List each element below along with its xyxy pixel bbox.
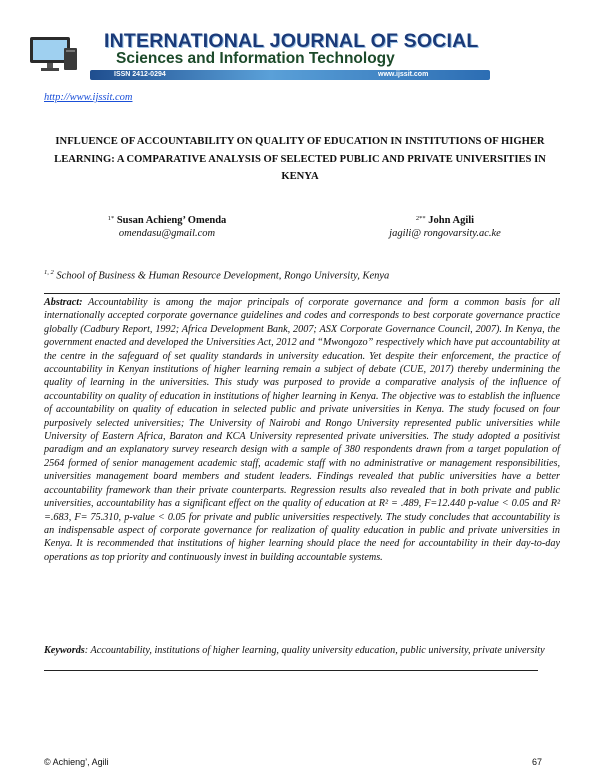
author-2-email[interactable]: jagili@ rongovarsity.ac.ke bbox=[389, 228, 501, 239]
computer-monitor-icon bbox=[28, 36, 78, 72]
paper-title: INFLUENCE OF ACCOUNTABILITY ON QUALITY OF EDUCATION IN INSTITUTIONS OF HIGHER LEARNING: A COMPARATIVE ANALYSIS OF SELECTED PUBLIC AND PRIVATE UNIVERSITIES IN KENYA bbox=[54, 136, 546, 182]
author-1-marker: 1* bbox=[107, 215, 115, 222]
journal-title: INTERNATIONAL JOURNAL OF SOCIAL bbox=[104, 30, 479, 52]
abstract bbox=[44, 296, 560, 564]
journal-website: www.ijssit.com bbox=[378, 71, 429, 78]
keywords-bottom-rule bbox=[44, 670, 538, 671]
affiliation-marker: 1, 2 bbox=[44, 269, 54, 276]
abstract-text: Accountability is among the major principals of corporate governance and form a common basis for all internationally accepted corporate governance guidelines and codes and corresponds to best corporate governance practice globally (Cadbury Report, 1992; Africa Development Bank, 2007; ASX Corporate Governance Council, 2007). In Kenya, the government enacted and developed the Universities Act, 2012 and “Mwongozo” respectively which have put accountability at the centre in the safeguard of set quality standards in university education. Yet despite their enforcement, the practice of accountability in Kenyan institutions of higher learning remain a subject of debate (CUE, 2017) thereby undermining the quality of learning in the universities. This study was purposed to provide a comparative analysis of the influence of accountability on quality of education in institutions of higher learning in Kenya. The objective was to establish the influence of accountability on quality of education in selected public and private universities in Kenya. The study focused on four purposively selected universities; The University of Nairobi and Rongo University represented public universities while University of Eastern Africa, Baraton and KCA University represented private universities. The study adopted a positivist paradigm and an explanatory survey research design with a sample of 380 respondents drawn from a target population of 2564 formed of senior management academic staff, academic staff with no administrative or management responsibilities, universities management board members and student leaders. Findings revealed that public universities have a better accountability framework than their private counterparts. Regression results also revealed that in both private and public universities, accountability has a significant effect on the quality of education at R² = .489, F=12.440 p-value < 0.05 and R² =.683, F= 75.310, p-value < 0.05 for private and public universities respectively. The study concludes that accountability is an indispensable aspect of corporate governance for realization of quality education in public and private universities in Kenya. It is recommended that institutions of higher learning should place the need for accountability in their day-to-day operations as top priority and continuously invest in building accountable systems. bbox=[44, 297, 560, 563]
keywords-text: : Accountability, institutions of higher learning, quality university education, public university, private university bbox=[84, 645, 545, 656]
page-number: 67 bbox=[532, 757, 543, 767]
author-2-marker: 2** bbox=[415, 215, 426, 222]
footer-copyright: © Achieng’, Agili bbox=[44, 757, 109, 767]
keywords-label: Keywords bbox=[44, 645, 85, 656]
author-1-name: Susan Achieng’ Omenda bbox=[116, 215, 227, 226]
journal-url-link[interactable]: http://www.ijssit.com bbox=[44, 92, 133, 103]
affiliation-text: School of Business & Human Resource Development, Rongo University, Kenya bbox=[53, 270, 390, 282]
author-1-email[interactable]: omendasu@gmail.com bbox=[118, 228, 216, 239]
author-1 bbox=[92, 215, 242, 239]
affiliation bbox=[44, 269, 389, 282]
author-2-name: John Agili bbox=[428, 215, 475, 226]
keywords bbox=[44, 644, 560, 657]
abstract-label: Abstract: bbox=[44, 297, 83, 308]
journal-issn: ISSN 2412-0294 bbox=[114, 71, 166, 78]
author-2 bbox=[370, 215, 520, 239]
abstract-top-rule bbox=[44, 293, 560, 294]
journal-masthead bbox=[18, 30, 488, 88]
journal-subtitle: Sciences and Information Technology bbox=[116, 50, 395, 67]
